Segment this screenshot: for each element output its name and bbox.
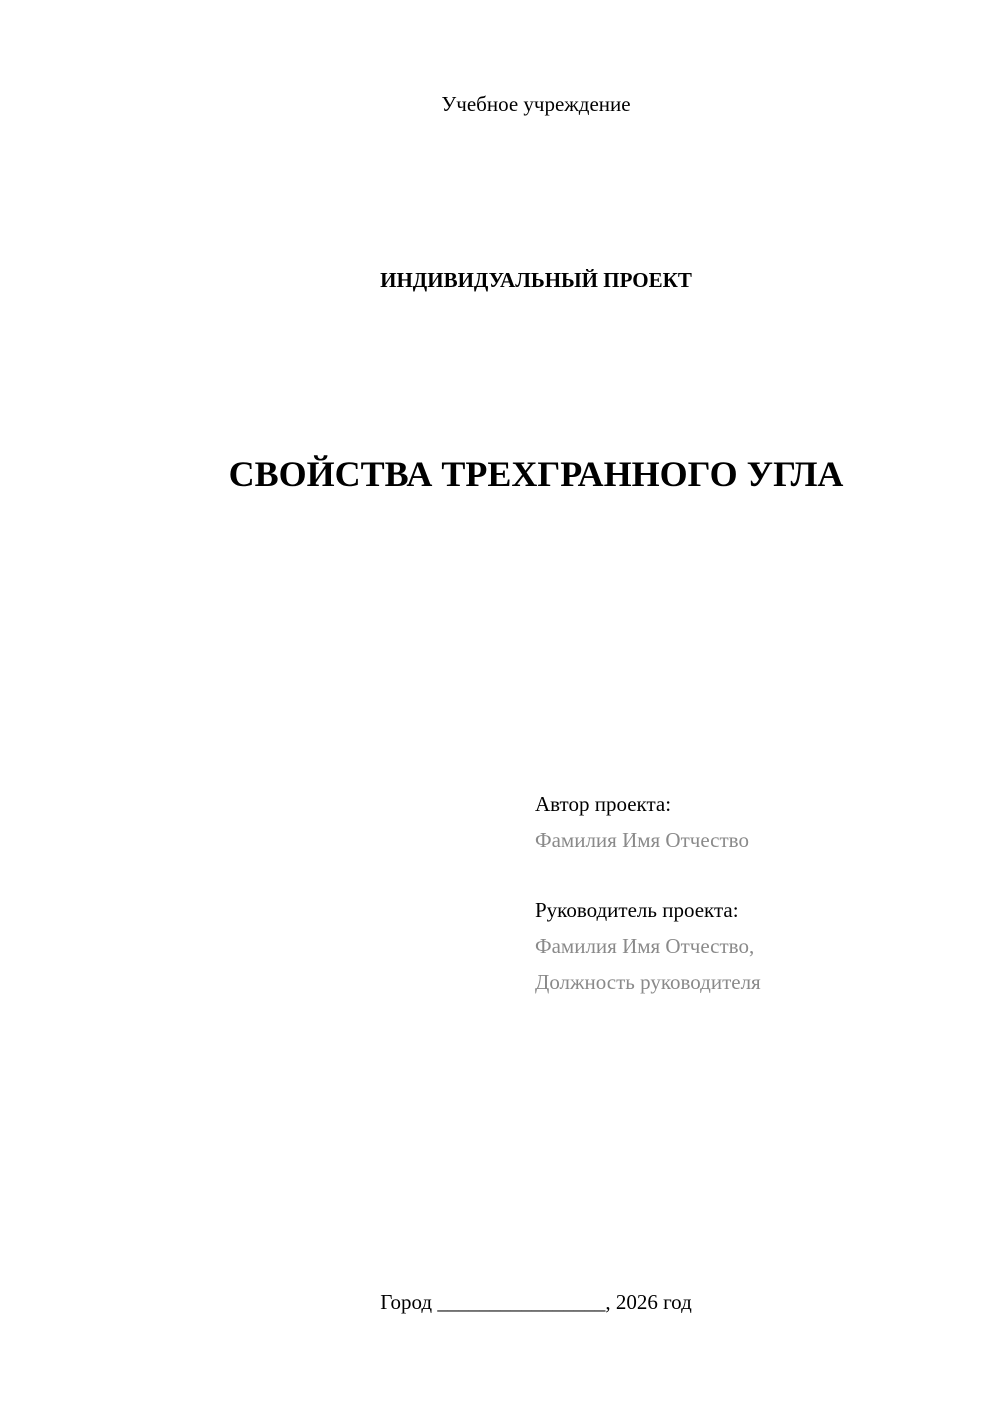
project-title: СВОЙСТВА ТРЕХГРАННОГО УГЛА (228, 454, 844, 494)
city-year-footer: Город ________________, 2026 год (380, 1290, 692, 1314)
author-block (535, 786, 749, 858)
institution-name: Учебное учреждение (441, 92, 631, 116)
project-type-heading: ИНДИВИДУАЛЬНЫЙ ПРОЕКТ (380, 268, 692, 292)
author-name: Фамилия Имя Отчество (535, 828, 749, 852)
author-label: Автор проекта: (535, 792, 672, 816)
supervisor-name: Фамилия Имя Отчество, (535, 934, 755, 958)
supervisor-label: Руководитель проекта: (535, 898, 739, 922)
supervisor-position: Должность руководителя (535, 970, 761, 994)
supervisor-block (535, 892, 761, 1000)
